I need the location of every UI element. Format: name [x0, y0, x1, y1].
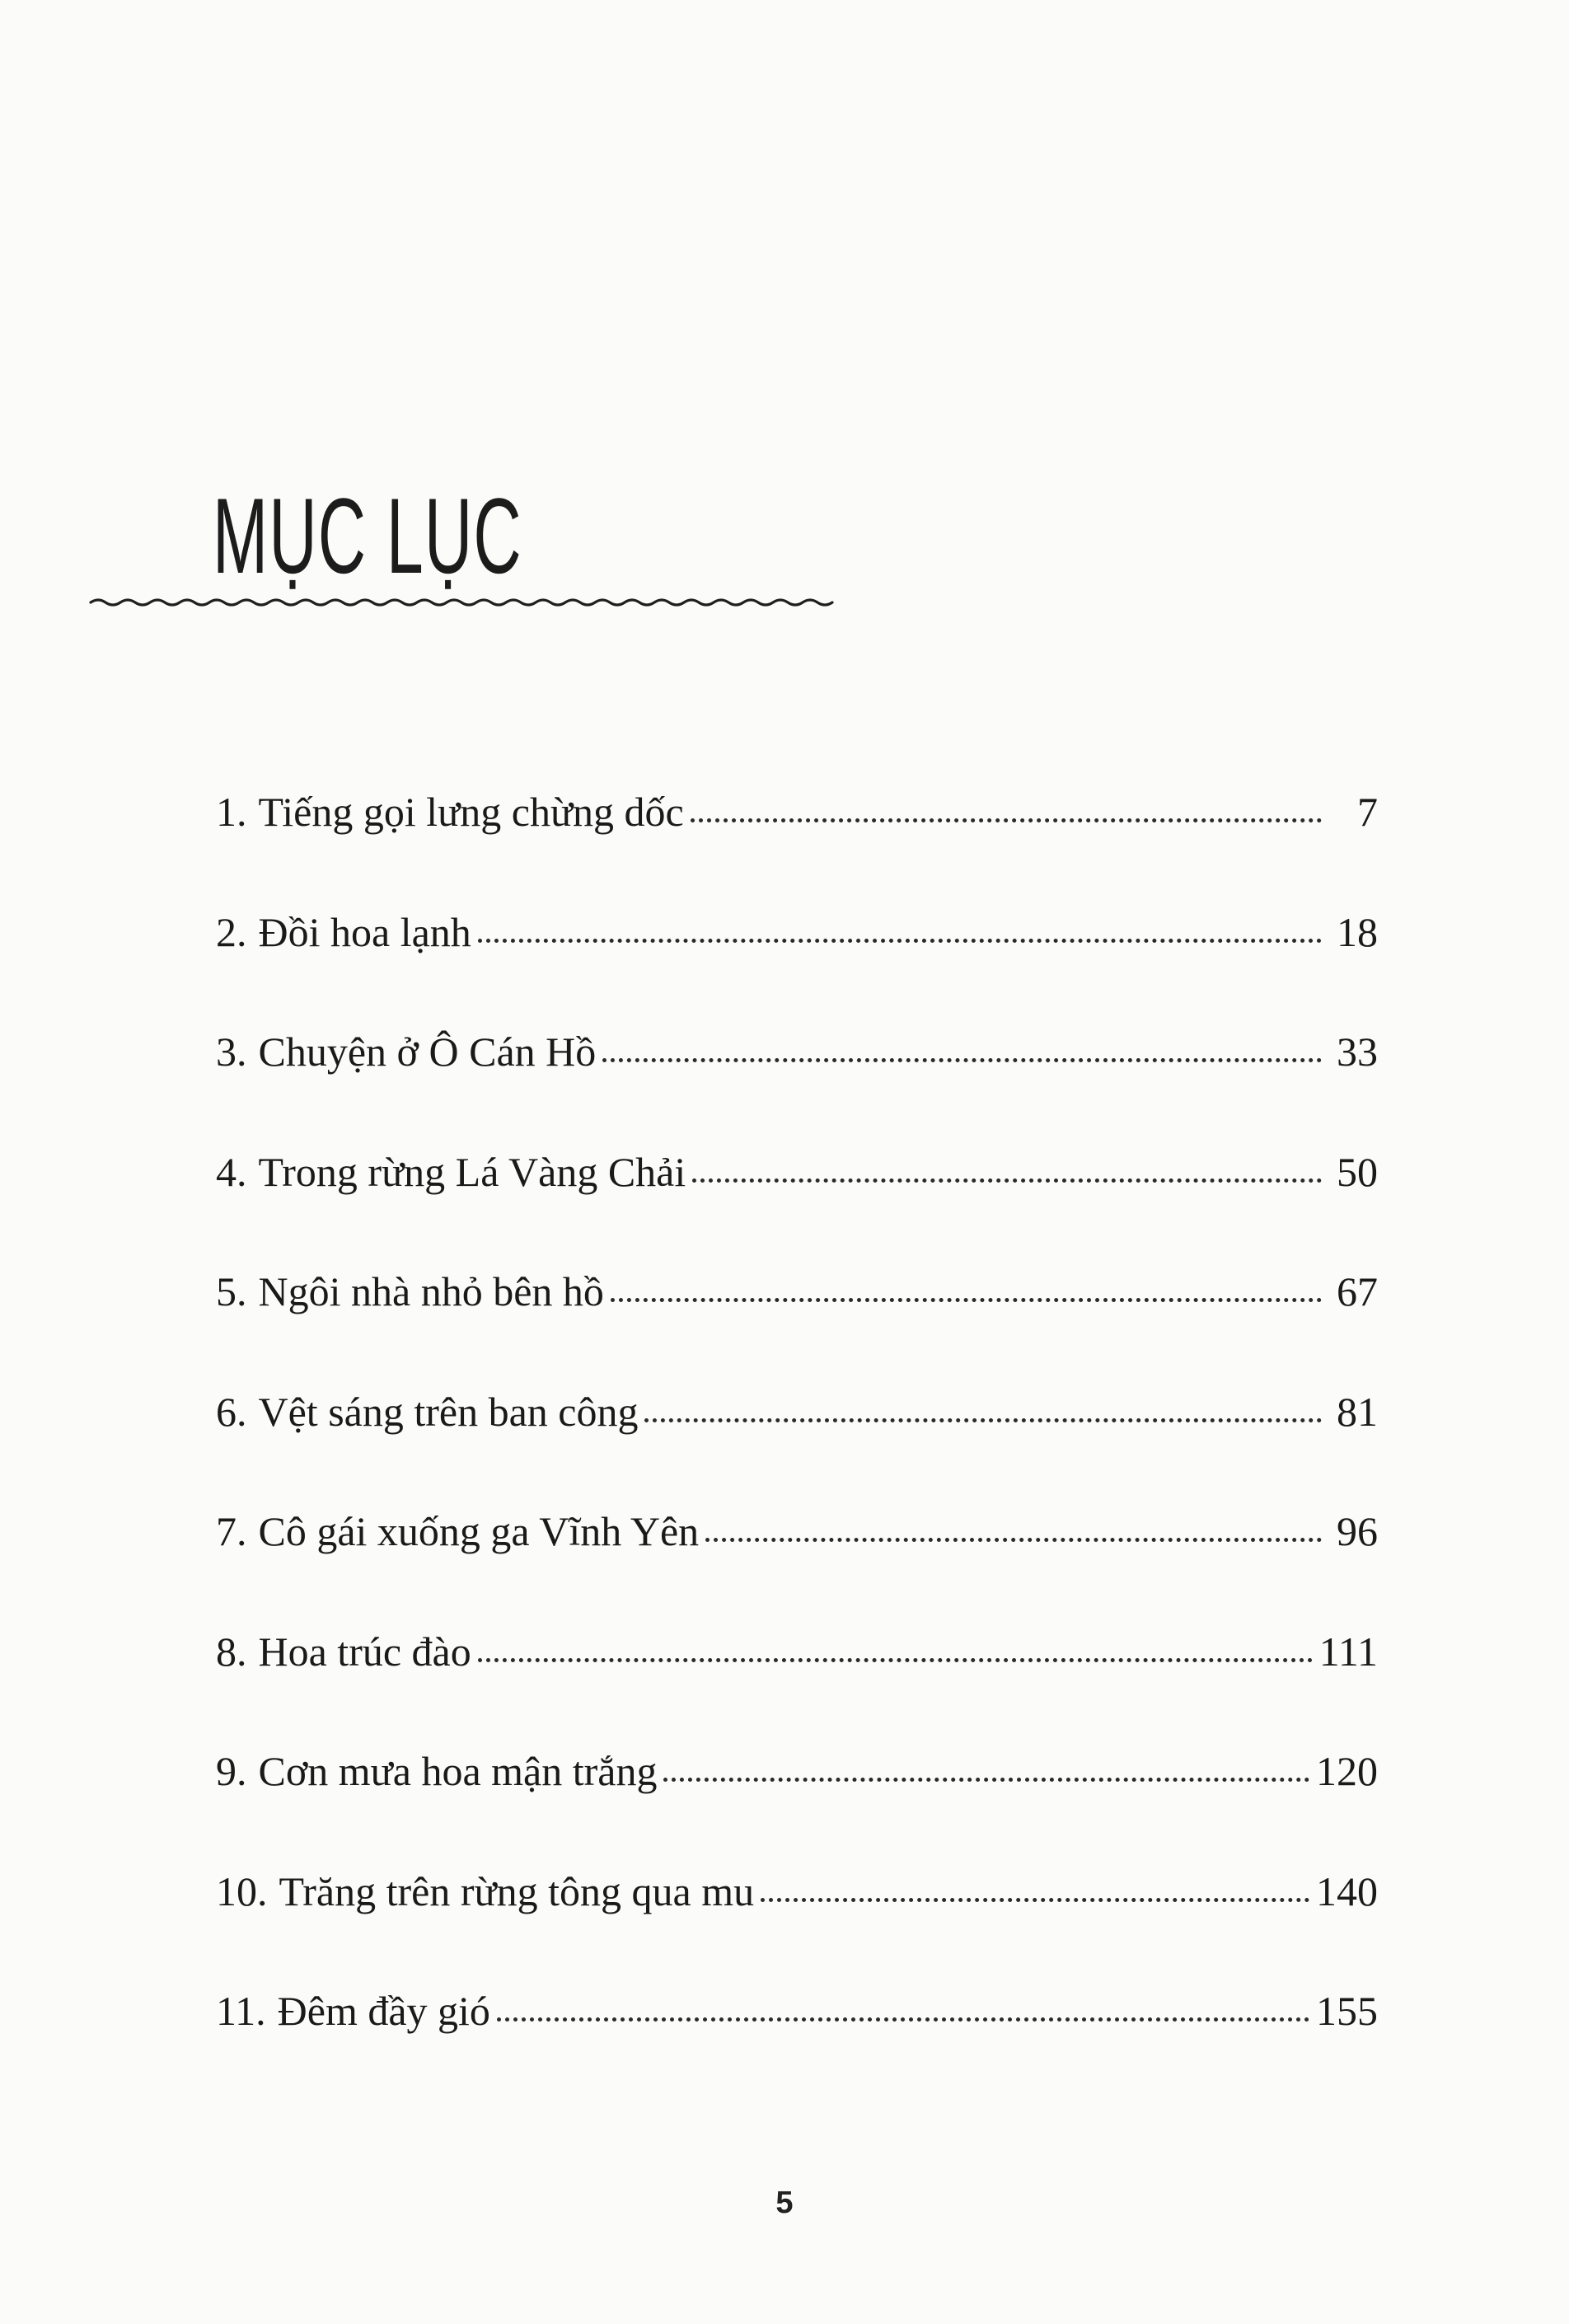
entry-page-number: 111 — [1318, 1628, 1378, 1675]
entry-title: Đêm đầy gió — [277, 1988, 490, 2034]
entry-page-number: 81 — [1337, 1388, 1378, 1435]
toc-entry — [216, 1028, 1378, 1151]
entry-number: 6. — [216, 1388, 247, 1435]
page-title: MỤC LỤC — [213, 476, 522, 596]
entry-title: Vệt sáng trên ban công — [258, 1388, 639, 1435]
entry-page-number: 50 — [1337, 1148, 1378, 1195]
toc-entry — [216, 1388, 1378, 1511]
dot-leader — [644, 1418, 1322, 1422]
entry-number: 4. — [216, 1148, 247, 1195]
entry-title: Tiếng gọi lưng chừng dốc — [258, 789, 684, 835]
entry-page-number: 96 — [1337, 1508, 1378, 1554]
toc-entry — [216, 1867, 1378, 1991]
entry-number: 1. — [216, 789, 247, 835]
dot-leader — [478, 939, 1322, 943]
dot-leader — [497, 2017, 1309, 2022]
dot-leader — [611, 1298, 1322, 1302]
dot-leader — [705, 1538, 1322, 1542]
entry-title: Cơn mưa hoa mận trắng — [258, 1748, 658, 1794]
dot-leader — [691, 818, 1322, 822]
entry-title: Trăng trên rừng tông qua mu — [279, 1867, 755, 1914]
entry-number: 7. — [216, 1508, 247, 1554]
entry-page-number: 140 — [1316, 1867, 1378, 1914]
entry-title: Ngôi nhà nhỏ bên hồ — [258, 1268, 604, 1314]
dot-leader — [478, 1658, 1313, 1662]
entry-title: Đồi hoa lạnh — [258, 908, 471, 955]
dot-leader — [663, 1778, 1309, 1782]
dot-leader — [761, 1898, 1309, 1902]
entry-number: 8. — [216, 1628, 247, 1675]
entry-page-number: 18 — [1337, 908, 1378, 955]
entry-number: 3. — [216, 1028, 247, 1075]
dot-leader — [692, 1178, 1322, 1183]
toc-entry — [216, 1628, 1378, 1751]
entry-page-number: 33 — [1337, 1028, 1378, 1075]
entry-number: 5. — [216, 1268, 247, 1314]
entry-title: Cô gái xuống ga Vĩnh Yên — [258, 1508, 700, 1554]
entry-number: 11. — [216, 1988, 266, 2034]
toc-entry — [216, 1990, 1378, 2111]
table-of-contents — [216, 791, 1378, 2111]
entry-title: Trong rừng Lá Vàng Chải — [258, 1148, 686, 1195]
dot-leader — [602, 1058, 1322, 1062]
toc-entry — [216, 908, 1378, 1032]
entry-title: Hoa trúc đào — [258, 1628, 471, 1675]
entry-title: Chuyện ở Ô Cán Hồ — [258, 1028, 597, 1075]
toc-entry — [216, 1750, 1378, 1871]
toc-entry — [216, 1148, 1378, 1272]
entry-number: 2. — [216, 908, 247, 955]
toc-entry — [216, 791, 1378, 911]
toc-entry — [216, 1268, 1378, 1391]
entry-page-number: 155 — [1316, 1988, 1378, 2034]
entry-page-number: 67 — [1337, 1268, 1378, 1314]
entry-number: 10. — [216, 1867, 268, 1914]
toc-entry — [216, 1508, 1378, 1631]
entry-page-number: 7 — [1357, 789, 1378, 835]
entry-number: 9. — [216, 1748, 247, 1794]
page-number: 5 — [775, 2186, 794, 2220]
entry-page-number: 120 — [1316, 1748, 1378, 1794]
wavy-divider — [89, 592, 845, 613]
